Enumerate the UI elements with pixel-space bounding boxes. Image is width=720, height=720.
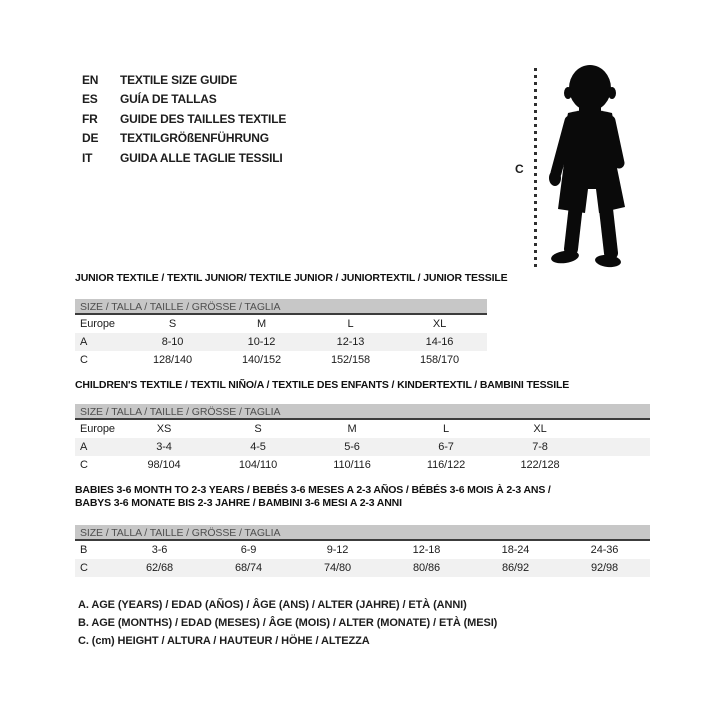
row-label: Europe xyxy=(80,318,115,330)
babies-table-title-line2: BABYS 3-6 MONATE BIS 2-3 JAHRE / BAMBINI 3-6 MESI A 2-3 ANNI xyxy=(75,497,402,509)
legend-note-b: B. AGE (MONTHS) / EDAD (MESES) / ÂGE (MOIS) / ALTER (MONATE) / ETÀ (MESI) xyxy=(78,617,498,629)
table-row xyxy=(75,315,487,333)
cell: 110/116 xyxy=(333,459,371,471)
cell: 80/86 xyxy=(412,562,441,574)
cell: 24-36 xyxy=(590,544,619,556)
language-title-list xyxy=(82,71,286,168)
cell: 116/122 xyxy=(426,459,466,471)
cell: 14-16 xyxy=(425,336,454,348)
cell: 122/128 xyxy=(520,459,560,471)
legend-note-c: C. (cm) HEIGHT / ALTURA / HAUTEUR / HÖHE / ALTEZZA xyxy=(78,635,370,647)
lang-label: GUÍA DE TALLAS xyxy=(120,92,217,107)
cell: 98/104 xyxy=(147,459,181,471)
cell: 4-5 xyxy=(250,441,266,453)
cell: XL xyxy=(533,423,547,435)
cell: 3-6 xyxy=(151,544,168,556)
lang-code: ES xyxy=(82,92,98,107)
table-row xyxy=(75,420,650,438)
toddler-silhouette-icon xyxy=(546,63,641,270)
cell: 68/74 xyxy=(234,562,263,574)
row-label: A xyxy=(80,336,88,348)
cell: 7-8 xyxy=(532,441,548,453)
table-row xyxy=(75,541,650,559)
lang-label: GUIDE DES TAILLES TEXTILE xyxy=(120,111,287,126)
children-size-table xyxy=(75,404,650,474)
cell: 62/68 xyxy=(145,562,174,574)
cell: 86/92 xyxy=(501,562,530,574)
lang-label: TEXTILE SIZE GUIDE xyxy=(120,73,238,87)
row-label: C xyxy=(80,354,88,366)
lang-code: IT xyxy=(82,150,93,165)
cell: M xyxy=(256,318,267,330)
cell: 152/158 xyxy=(330,354,371,366)
cell: 74/80 xyxy=(323,562,352,574)
cell: 128/140 xyxy=(152,354,193,366)
size-header-bar: SIZE / TALLA / TAILLE / GRÖSSE / TAGLIA xyxy=(75,525,650,541)
lang-row-de xyxy=(82,129,286,148)
cell: 158/170 xyxy=(419,354,460,366)
cell: 140/152 xyxy=(241,354,282,366)
junior-table-title: JUNIOR TEXTILE / TEXTIL JUNIOR/ TEXTILE JUNIOR / JUNIORTEXTIL / JUNIOR TESSILE xyxy=(75,272,508,284)
table-row xyxy=(75,333,487,351)
lang-code: DE xyxy=(82,131,99,146)
junior-size-table xyxy=(75,299,487,369)
cell: L xyxy=(347,318,354,330)
cell: 6-9 xyxy=(240,544,257,556)
size-header-bar: SIZE / TALLA / TAILLE / GRÖSSE / TAGLIA xyxy=(75,404,650,420)
cell: XS xyxy=(156,423,172,435)
cell: 12-13 xyxy=(336,336,365,348)
row-label: B xyxy=(80,544,88,556)
cell: M xyxy=(347,423,357,435)
table-row xyxy=(75,438,650,456)
size-header-bar: SIZE / TALLA / TAILLE / GRÖSSE / TAGLIA xyxy=(75,299,487,315)
lang-code: EN xyxy=(82,73,99,87)
row-label: C xyxy=(80,562,88,574)
cell: 12-18 xyxy=(412,544,441,556)
cell: S xyxy=(168,318,177,330)
cell: S xyxy=(254,423,262,435)
legend-notes xyxy=(78,596,497,650)
lang-row-it xyxy=(82,149,286,168)
cell: L xyxy=(442,423,450,435)
cell: 104/110 xyxy=(238,459,278,471)
lang-code: FR xyxy=(82,111,98,126)
lang-row-en xyxy=(82,71,286,90)
legend-note-a: A. AGE (YEARS) / EDAD (AÑOS) / ÂGE (ANS) / ALTER (JAHRE) / ETÀ (ANNI) xyxy=(78,599,467,611)
cell: 3-4 xyxy=(156,441,172,453)
measure-label-c: C xyxy=(515,162,524,176)
cell: 5-6 xyxy=(344,441,360,453)
row-label: Europe xyxy=(80,423,115,435)
table-row xyxy=(75,351,487,369)
row-label: C xyxy=(80,459,88,471)
lang-label: TEXTILGRÖßENFÜHRUNG xyxy=(120,131,269,146)
cell: 8-10 xyxy=(161,336,184,348)
cell: 92/98 xyxy=(590,562,619,574)
height-measure-dashed-line xyxy=(534,68,537,270)
cell: 6-7 xyxy=(438,441,454,453)
cell: XL xyxy=(432,318,447,330)
cell: 9-12 xyxy=(326,544,349,556)
children-table-title: CHILDREN'S TEXTILE / TEXTIL NIÑO/A / TEXTILE DES ENFANTS / KINDERTEXTIL / BAMBINI TESSILE xyxy=(75,379,570,391)
cell: 18-24 xyxy=(501,544,530,556)
lang-label: GUIDA ALLE TAGLIE TESSILI xyxy=(120,150,283,165)
row-label: A xyxy=(80,441,88,453)
cell: 10-12 xyxy=(247,336,276,348)
table-row xyxy=(75,559,650,577)
lang-row-fr xyxy=(82,110,286,129)
lang-row-es xyxy=(82,90,286,109)
table-row xyxy=(75,456,650,474)
babies-table-title-line1: BABIES 3-6 MONTH TO 2-3 YEARS / BEBÉS 3-6 MESES A 2-3 AÑOS / BÉBÉS 3-6 MOIS À 2-3 ANS / xyxy=(75,484,551,496)
babies-size-table xyxy=(75,525,650,577)
